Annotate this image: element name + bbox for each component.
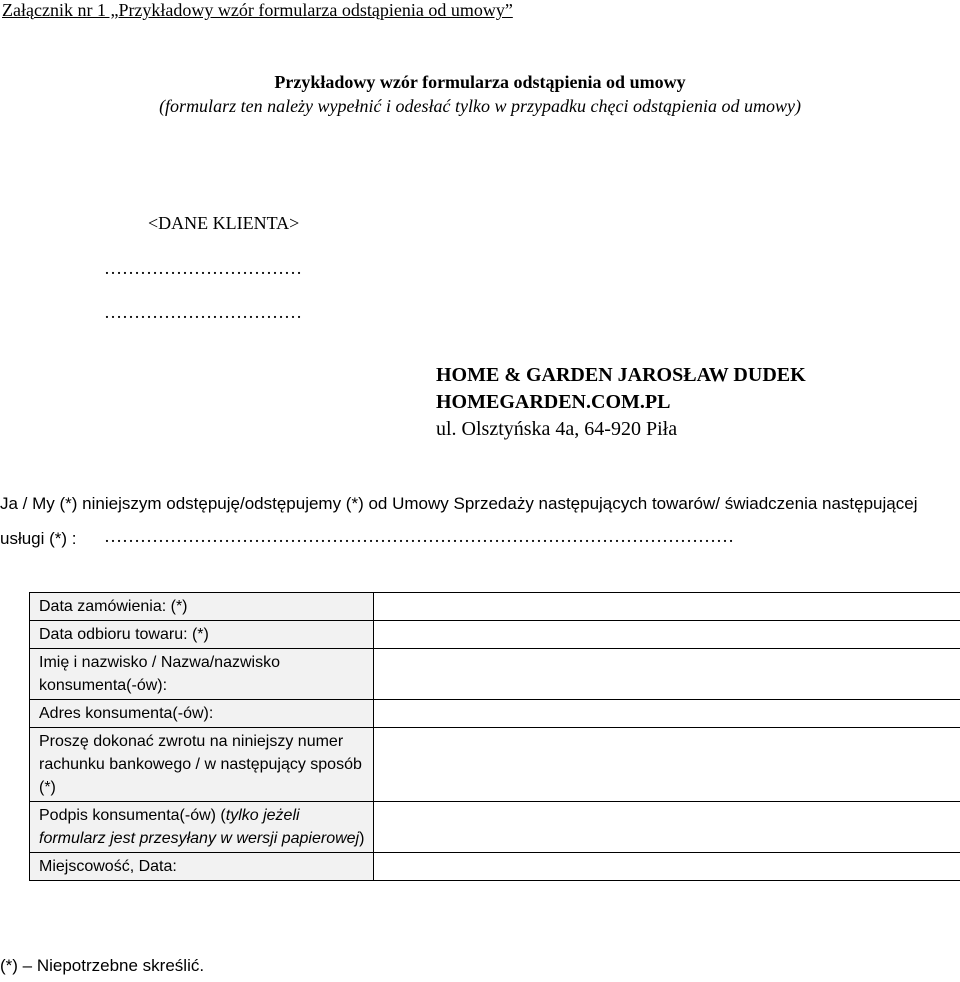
signature-label-italic: tylko jeżeli formularz jest przesyłany w wersji papierowej: [39, 807, 360, 847]
client-data-placeholder: <DANE KLIENTA>: [148, 213, 300, 233]
footnote: (*) – Niepotrzebne skreślić.: [0, 956, 205, 975]
client-line-1: ……………………………: [104, 258, 302, 278]
form-label-consumer-address: Adres konsumenta(-ów):: [30, 700, 374, 728]
signature-label-end: ): [359, 830, 365, 847]
form-label-receipt-date: Data odbioru towaru: (*): [30, 621, 374, 649]
signature-label-text: Podpis konsumenta(-ów) (: [39, 807, 226, 824]
company-website: HOMEGARDEN.COM.PL: [436, 391, 671, 413]
table-row: [30, 853, 960, 881]
form-field-signature[interactable]: [374, 802, 960, 853]
form-label-signature: [30, 802, 374, 853]
form-field-place-date[interactable]: [374, 853, 960, 881]
form-field-refund-method[interactable]: [374, 728, 960, 802]
table-row: [30, 649, 960, 700]
form-field-consumer-address[interactable]: [374, 700, 960, 728]
table-row: [30, 802, 960, 853]
client-line-2: ……………………………: [104, 302, 302, 322]
form-field-order-date[interactable]: [374, 593, 960, 621]
annex-title: Załącznik nr 1 „Przykładowy wzór formularza odstąpienia od umowy”: [2, 0, 513, 20]
declaration-line-2-prefix: usługi (*) :: [0, 529, 77, 548]
declaration-line-2: [0, 529, 77, 549]
company-address: ul. Olsztyńska 4a, 64-920 Piła: [436, 418, 678, 440]
form-label-consumer-name: Imię i nazwisko / Nazwa/nazwisko konsumenta(-ów):: [30, 649, 374, 700]
form-label-place-date: Miejscowość, Data:: [30, 853, 374, 881]
table-row: [30, 593, 960, 621]
form-label-refund-method: Proszę dokonać zwrotu na niniejszy numer rachunku bankowego / w następujący sposób (*): [30, 728, 374, 802]
document-title: Przykładowy wzór formularza odstąpienia od umowy: [274, 72, 686, 92]
declaration-line-1: Ja / My (*) niniejszym odstępuję/odstępujemy (*) od Umowy Sprzedaży następujących towarów/ świadczenia następującej: [0, 494, 918, 513]
company-name: HOME & GARDEN JAROSŁAW DUDEK: [436, 364, 806, 386]
form-field-receipt-date[interactable]: [374, 621, 960, 649]
table-row: [30, 621, 960, 649]
table-row: [30, 728, 960, 802]
document-subtitle: (formularz ten należy wypełnić i odesłać tylko w przypadku chęci odstąpienia od umowy): [159, 96, 801, 116]
form-label-order-date: Data zamówienia: (*): [30, 593, 374, 621]
declaration-dots: ……………………………………………………………………………………………: [104, 526, 734, 546]
withdrawal-form-table: [29, 592, 960, 881]
form-field-consumer-name[interactable]: [374, 649, 960, 700]
table-row: [30, 700, 960, 728]
